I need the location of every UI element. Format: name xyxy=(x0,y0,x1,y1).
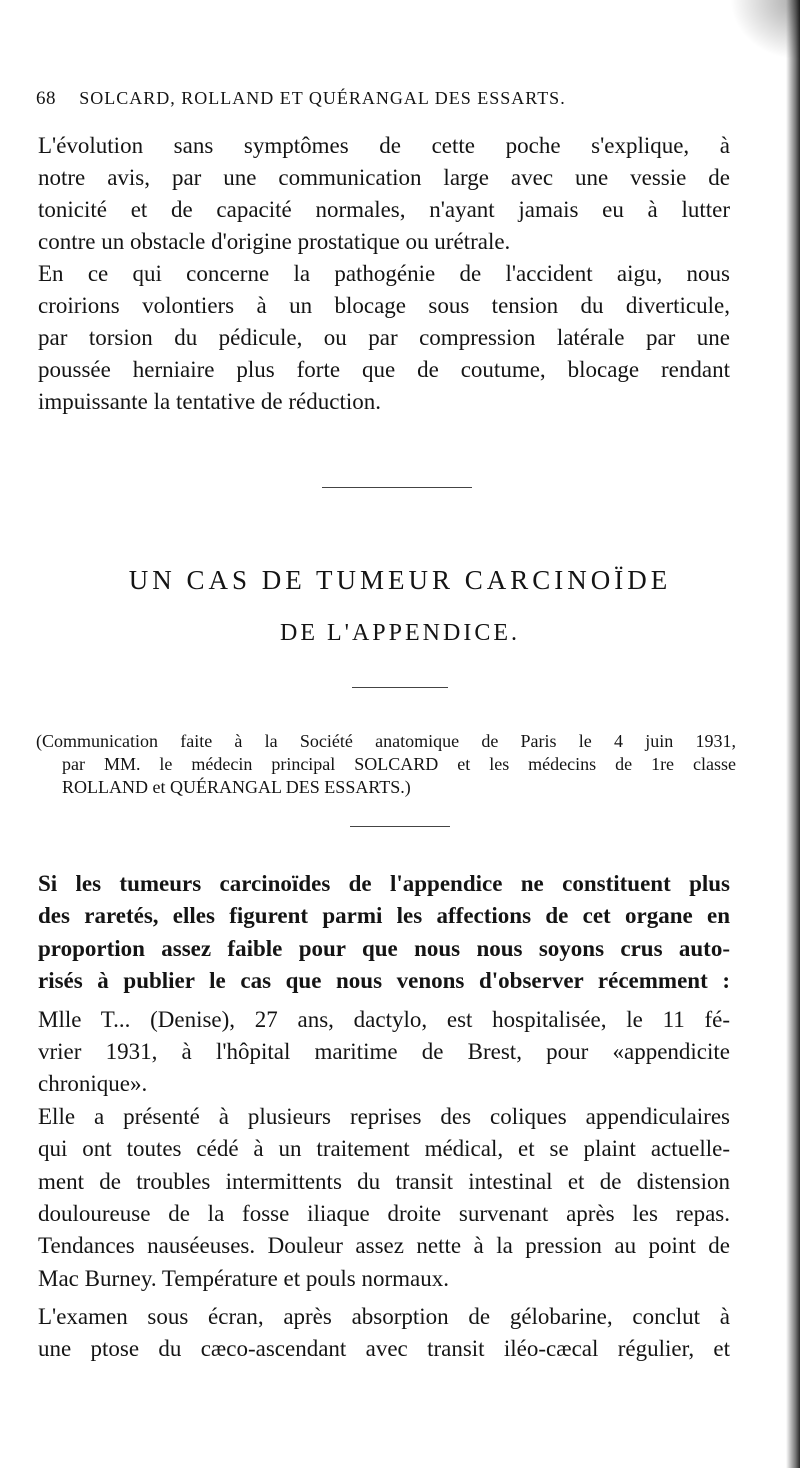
text-line: L'examen sous écran, après absorption de gélobarine, conclut à xyxy=(38,1304,730,1330)
title-divider xyxy=(352,687,448,688)
text-line: Tendances nauséeuses. Douleur assez nette à la pression au point de xyxy=(38,1233,730,1259)
text-line: En ce qui concerne la pathogénie de l'accident aigu, nous xyxy=(38,261,730,286)
communication-line: (Communication faite à la Société anatomique de Paris le 4 juin 1931, xyxy=(36,731,736,751)
text-line: impuissante la tentative de réduction. xyxy=(38,389,381,414)
text-line: douloureuse de la fosse iliaque droite survenant après les repas. xyxy=(38,1200,730,1226)
note-divider xyxy=(350,826,450,827)
page-number: 68 xyxy=(36,88,56,109)
text-line: risés à publier le cas que nous venons d'observer récemment : xyxy=(38,968,730,994)
text-line: L'évolution sans symptômes de cette poche s'explique, à xyxy=(38,133,730,158)
communication-line: par MM. le médecin principal SOLCARD et les médecins de 1re classe xyxy=(62,754,736,774)
text-line: ment de troubles intermittents du transit intestinal et de distension xyxy=(38,1168,730,1194)
text-line: notre avis, par une communication large avec une vessie de xyxy=(38,165,730,190)
text-line: Mlle T... (Denise), 27 ans, dactylo, est hospitalisée, le 11 fé- xyxy=(38,1006,730,1032)
text-line: vrier 1931, à l'hôpital maritime de Brest, pour «appendicite xyxy=(38,1038,730,1064)
communication-line: ROLLAND et QUÉRANGAL DES ESSARTS.) xyxy=(62,777,411,797)
text-line: une ptose du cæco-ascendant avec transit iléo-cæcal régulier, et xyxy=(38,1336,730,1362)
text-line: poussée herniaire plus forte que de coutume, blocage rendant xyxy=(38,357,730,382)
text-line: qui ont toutes cédé à un traitement médical, et se plaint actuelle- xyxy=(38,1136,730,1162)
article-title: UN CAS DE TUMEUR CARCINOÏDE xyxy=(128,565,672,595)
text-line: chronique». xyxy=(38,1071,148,1097)
article-title-line2: DE L'APPENDICE. xyxy=(280,620,520,646)
text-line: croirions volontiers à un blocage sous tension du diverticule, xyxy=(38,293,730,318)
text-line: par torsion du pédicule, ou par compression latérale par une xyxy=(38,325,730,350)
article-body xyxy=(38,868,730,1366)
communication-note xyxy=(36,730,736,799)
text-line: tonicité et de capacité normales, n'ayant jamais eu à lutter xyxy=(38,197,730,222)
text-line: Mac Burney. Température et pouls normaux. xyxy=(38,1265,449,1291)
running-head xyxy=(36,88,726,110)
text-line: proportion assez faible pour que nous nous soyons crus auto- xyxy=(38,935,730,961)
intro-text xyxy=(38,130,730,418)
text-line: contre un obstacle d'origine prostatique ou urétrale. xyxy=(38,229,511,254)
text-line: Elle a présenté à plusieurs reprises des coliques appendiculaires xyxy=(38,1103,730,1129)
scan-binding-edge xyxy=(786,0,800,1468)
section-divider xyxy=(322,487,472,488)
text-line: Si les tumeurs carcinoïdes de l'appendice ne constituent plus xyxy=(38,871,730,896)
text-line: des raretés, elles figurent parmi les affections de cet organe en xyxy=(38,903,730,929)
running-head-authors: SOLCARD, ROLLAND ET QUÉRANGAL DES ESSARTS. xyxy=(79,88,566,108)
